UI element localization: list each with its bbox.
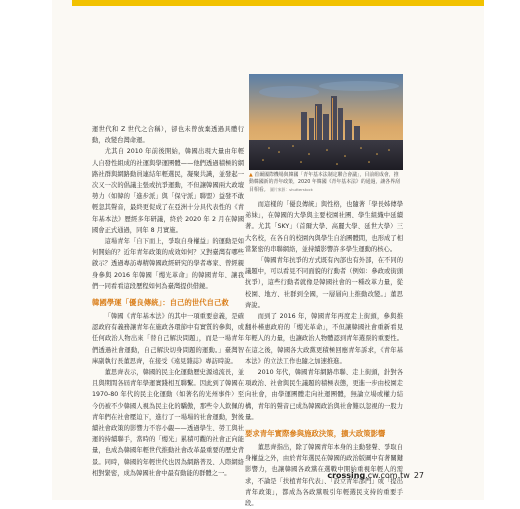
section-subhead: 韓國學運「優良傳統」：自己的世代自己救 [92, 298, 229, 308]
photo-credit: 圖片來源：shutterstock [270, 187, 313, 192]
page-number: 27 [413, 471, 424, 480]
right-column [245, 199, 403, 509]
left-paragraph: 運世代和 Z 世代之合稱），卻也未曾放棄透過具體行動，改變台灣命運。 [92, 126, 244, 145]
right-paragraph: 而這樣的「優良傳統」與性格，也隨著「學長姊傳學弟妹」，在韓國的大學與主要校園社團、學生組織中延續著。尤其「SKY」（首爾大學、高麗大學、延世大學）三大名校，在各自的校園內與學生自治團體間，也形成了相當緊密的串聯網絡，並持續影響許多學生運動的核心。 [245, 201, 403, 253]
left-paragraph: 這場青年「自下而上，爭取自身權益」的運動是如何開始的？近年青年政策的成效如何？又對臺灣有哪些啟示？透過專訪專精韓國政經研究的學者專家、曾經親身參與 2016 年韓國「燭光革命」的韓國青年、讓我們一同看看這段歷程如何為臺灣提供借鏡。 [92, 238, 244, 290]
right-paragraph: 「韓國青年抗爭的方式既有內部也有外部，在不同的議題中，可以看見不同面貌的行動者（例如：參政或街頭抗爭），這些行動者就像是韓國社會的一種改革力量，從校園、地方、社群到全國，一層層向上推動改變。」董思齊說。 [245, 257, 403, 309]
section-subhead: 要求青年實際參與施政決策，擴大政策影響 [245, 429, 386, 439]
city-skyline-photo [249, 74, 403, 170]
footer-site: crossing [327, 471, 366, 480]
right-paragraph: 而到了 2016 年，韓國青年再度走上街頭，參與推翻朴槿惠政府的「燭光革命」，不但讓韓國社會重新看見年輕人的力量，也讓政治人物體認到青年選票的重要性。在這之後，韓國各大政黨更積極回應青年訴求，《青年基本法》的立法工作也隨之加速推進。 [245, 313, 403, 365]
right-paragraph: 2010 年代，韓國青年網路串聯、走上街頭，針對各項政治、社會與民生議題的積極表態，更進一步由校園走向社會，由學運團體走向社運團體，無論立場或權力結構，青年的聲音已成為韓國政治與社會難以忽視的一股力量。 [245, 369, 403, 421]
left-paragraph: 尤其自 2010 年前後開始，韓國出現大量由年輕人自發性組成的社運與學運團體——他們透過積極的網路社群與網路動員連結年輕選民，凝聚共識，並發起一次又一次的倡議主張或抗爭運動，不但讓韓國兩大政壇勢力（如韓的「進步派」與「保守派」聯盟）益發不敢輕忽其聲音，最終更促成了在亞洲十分具代表性的《青年基本法》歷經多年研議，終於 2020 年 2 月在韓國國會正式通過，同年 8 月實施。 [92, 148, 244, 234]
top-accent-bar [72, 0, 484, 6]
left-paragraph: 「韓國《青年基本法》的其中一項重要意義，是確認政府有義務讓青年在施政各環節中有實質的參與，或任何政治人物出來「替自己解決問題」，而是一場青年們透過社會運動，自己解決切身問題的運動。」臺灣智庫副執行長董思齊，在接受《遠見雜誌》專訪時說。 [92, 313, 244, 365]
caption-triangle-icon: ▲ [249, 172, 253, 178]
skyline-image [249, 74, 403, 170]
left-paragraph: 董思齊表示，韓國的民主化運動歷史源遠流長，並且與期間各屆青年學運實踐相互聯繫。因此到了韓國在 1970-80 年代的民主化運動（如著名的光州事件）至今仍被不少韓國人視為民主化的驕傲，那些令人欽佩的青年們在社會壓迫下，進行了一場場的社會運動，對後續社會政策的影響力不容小覷——透過學生、勞工與社運的持續聯手，當時的「燭光」累積可觀的社會正向能量，也成為韓國年輕世代推動社會改革最重要的歷史背景。同時，韓國的年輕世代也因為網路普及、人際網絡相對緊密，成為韓國社會中最有動能的群體之一。 [92, 369, 244, 477]
footer-domain: .cw.com.tw [365, 471, 410, 480]
caption-text: 首爾國際機場與韓國「青年基本法制定聯合會議」，目前組成會，推動韓國新的青年政策，2020 年韓國《青年基本法》的通過，讓各界刮目相看。 [249, 172, 400, 193]
page-footer [327, 471, 424, 480]
right-paragraph: 董思齊指出，除了韓國青年本身的主動發聲、爭取自身權益之外，由於青年選民在韓國的政治版圖中有著關鍵影響力，也讓韓國各政黨在選戰中開始重視年輕人的需求，不論是「扶植青年代表」、「設立青年部門」或「提出青年政策」，都成為各政黨吸引年輕選民支持的重要手段。 [245, 444, 403, 508]
photo-caption [249, 172, 403, 194]
left-column [92, 124, 244, 479]
